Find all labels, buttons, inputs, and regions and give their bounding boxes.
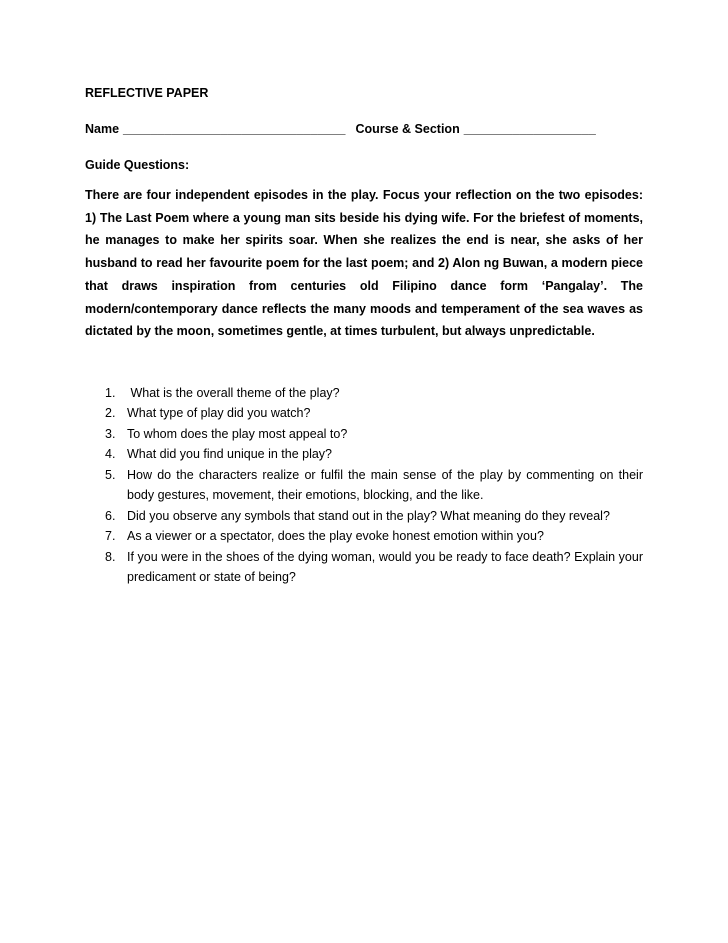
question-item [85,383,643,404]
document-title: REFLECTIVE PAPER [85,86,209,100]
question-item [85,526,643,547]
question-number: 2. [105,406,116,421]
question-item [85,465,643,506]
name-course-line [85,120,643,138]
question-number: 5. [105,467,116,482]
question-text: What did you find unique in the play? [127,447,332,462]
question-item [85,403,643,424]
question-number: 6. [105,508,116,523]
question-text: How do the characters realize or fulfil the main sense of the play by commenting on their body gestures, movement, their emotions, blocking, and the like. [127,467,643,503]
course-section-label: Course & Section [355,122,460,136]
name-blank: ________________________________ [123,122,346,136]
question-text: To whom does the play most appeal to? [127,426,348,441]
question-text: What is the overall theme of the play? [127,385,340,400]
question-item [85,506,643,527]
question-number: 8. [105,549,116,564]
question-text: What type of play did you watch? [127,406,311,421]
name-label: Name [85,122,120,136]
question-item [85,424,643,445]
document-body [85,84,643,588]
question-text: As a viewer or a spectator, does the play evoke honest emotion within you? [127,529,544,544]
intro-paragraph: There are four independent episodes in the play. Focus your reflection on the two episodes: 1) The Last Poem where a young man sits beside his dying wife. For the briefest of moments, he manages to make her spirits soar. When she realizes the end is near, she asks of her husband to read her favourite poem for the last poem; and 2) Alon ng Buwan, a modern piece that draws inspiration from centuries old Filipino dance form ‘Pangalay’. The modern/contemporary dance reflects the many moods and temperament of the sea waves as dictated by the moon, sometimes gentle, at times turbulent, but always unpredictable. [85,188,643,339]
question-number: 4. [105,447,116,462]
question-text: Did you observe any symbols that stand out in the play? What meaning do they reveal? [127,508,610,523]
course-section-blank: ___________________ [463,122,596,136]
question-number: 1. [105,385,116,400]
guide-questions-heading: Guide Questions: [85,158,190,172]
question-list [85,383,643,588]
question-number: 3. [105,426,116,441]
question-item [85,444,643,465]
question-item [85,547,643,588]
question-text: If you were in the shoes of the dying woman, would you be ready to face death? Explain your predicament or state of being? [127,549,643,585]
question-number: 7. [105,529,116,544]
